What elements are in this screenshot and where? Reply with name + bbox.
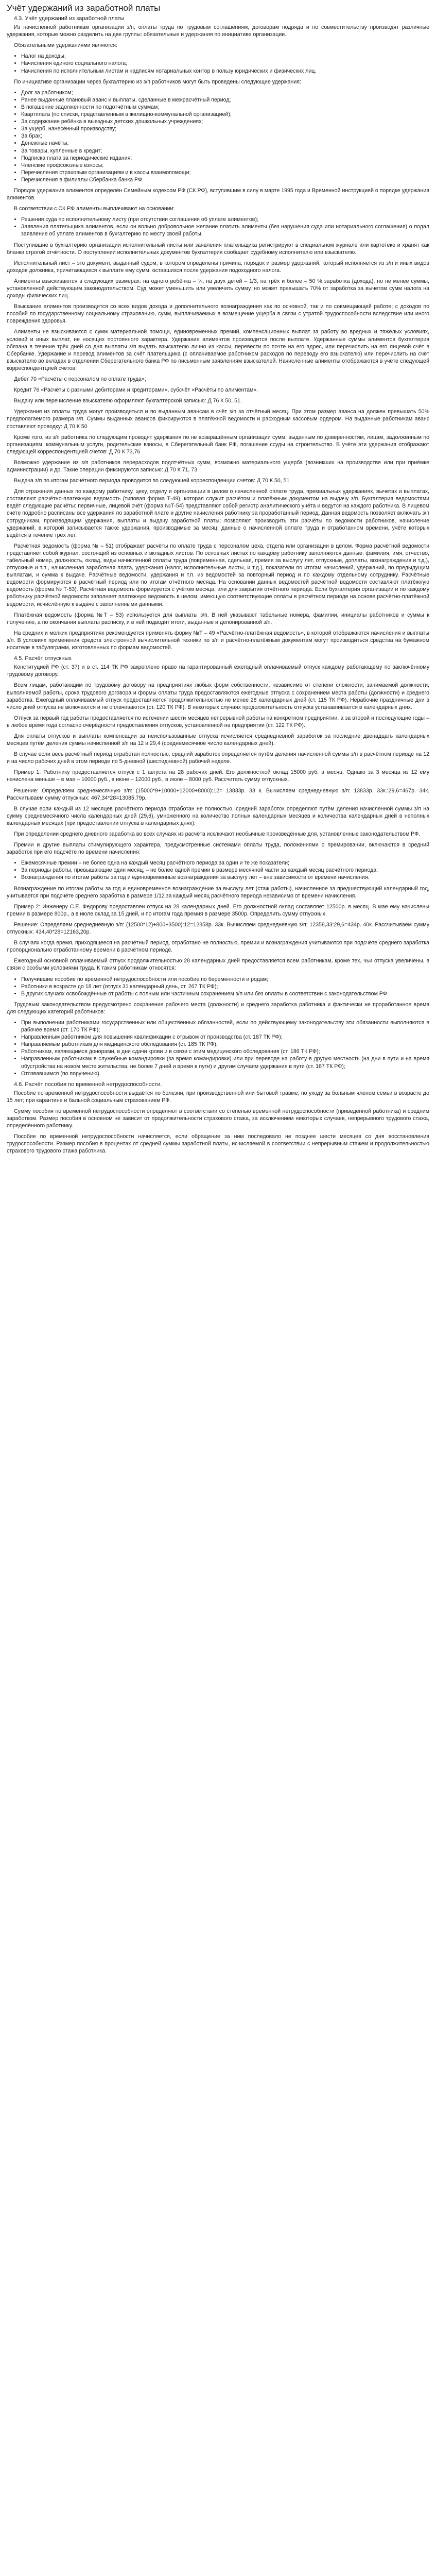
page-title: Учёт удержаний из заработной платы	[7, 3, 161, 13]
bullet-list	[7, 89, 429, 183]
list-item: • Отозвавшимся (по поручению).	[21, 1070, 429, 1077]
paragraph: Удержания из оплаты труда могут производиться и по выданным авансам в счёт з/п за отчётный месяц. При этом размер аванса на должен превышать 50% предполагаемого размера з/п. Суммы выданных авансов фиксируются в платёжной ведомости и расходным кассовым ордером. На выданные работникам аванс составляют проводку: Д 70 К 50	[7, 409, 429, 430]
paragraph: Расчётная ведомость (форма № – 51) отображает расчёты по оплате труда с персоналом цеха, отдела или организации в целом. Форма расчётной ведомости представляет собой журнал, состоящий из основных и вкладных листов. По основных листах по каждому работнику заполняются данные: фамилия, имя, отчество, табельный номер, должность, оклад, виды начисленной оплаты труда (повременная, сдельная, премия за выслугу лет, отпускные, доплаты, вознаграждения и т.д.), отпускные и т.п., начисленная заработная плата, удержания (налог, исполнительные листы, и т.д.), показатели по итогам начислений, удержаний, по предыдущим выплатам, и сумма к выдаче. Расчётные ведомости, удержания и т.п. из ведомостей за повторный период и по каждому отдельному сотруднику. Расчётные ведомости формируются в расчётный период или по итогам отчётного месяца. На основании данных ведомостей расчётной ведомости составляют платёжную ведомость (форма № Т-53). Расчётная ведомость формируется с учётом месяца, или для закрытия отчётного периода. Если бухгалтерия организации и по каждому работнику расчётной ведомости заполняет платёжную ведомость в целом, имеющую соответствующие оплаты в расчётном периоде на основе расчётно-платёжной ведомости, исчислённую к выдаче с заполненными данными.	[7, 543, 429, 607]
paragraph: Премии и другие выплаты стимулирующего характера, предусмотренные системами оплаты труда, положениями о премировании, включаются в средний заработок при его подсчёте по времени начисления:	[7, 842, 429, 856]
paragraph: Пособие по временной нетрудоспособности начисляется, если обращение за ним последовало не позднее шести месяцев со дня восстановления трудоспособности. Размер пособия в процентах от средней суммы заработной платы, исчисляемой в соответствии с непрерывным стажем и продолжительностью страхового трудового стажа работника.	[7, 1133, 429, 1155]
paragraph: Конституцией РФ (ст. 37) и в ст. 114 ТК РФ закреплено право на гарантированный ежегодный оплачиваемый отпуск каждому работающему по заключённому трудовому договору.	[7, 664, 429, 678]
paragraph: Отпуск за первый год работы предоставляется по истечении шести месяцев непрерывной работы на конкретном предприятии, а за второй и последующие годы – в любое время года согласно очерёдности предоставления отпусков, установленной на предприятии (ст. 122 ТК РФ).	[7, 715, 429, 728]
paragraph: Пример 1: Работнику предоставляется отпуск с 1 августа на 28 рабочих дней. Его должностной оклад 15000 руб. в месяц. Однако за 3 месяца из 12 ему начислена меньше – в мае – 10000 руб., в июне – 12000 руб., в июле – 8000 руб. Рассчитать сумму отпускных.	[7, 769, 429, 783]
paragraph: Выдача з/п по итогам расчётного периода проводится по следующей корреспонденции счетов: Д 70 К 50, 51	[14, 478, 290, 484]
paragraph: В случае если весь расчётный период отработан полностью, средний заработок определяется путём деления начисленной суммы з/п в расчётном периоде на 12 и на число рабочих дней в этом периоде по 5-дневной (шестидневной) рабочей неделе.	[7, 751, 429, 765]
bullet-list	[7, 976, 429, 997]
paragraph: Решение: Определяем среднемесячную з/п: (15000*9+10000+12000+8000):12= 13833р. 33 к. Вычисляем среднедневную з/п: 13833р. 33к.:29,6=467р. 34к. Рассчитываем сумму отпускных: 467,34*28=13085,79р.	[7, 787, 429, 801]
list-item: • Ранее выданные плановый аванс и выплаты, сделанные в межрасчётный период;	[21, 96, 429, 104]
list-item: • Долг за работником;	[21, 89, 429, 96]
list-item: • Начисления по исполнительным листам и надписям нотариальных контор в пользу юридических и физических лиц.	[21, 67, 429, 75]
paragraph: Из начисленной работникам организации з/п, оплаты труда по трудовым соглашениям, договорам подряда и по совместительству производят различные удержания, которые можно разделить на две группы: обязательные и удержания по инициативе организации.	[7, 24, 429, 38]
list-item: • Работникам, являющимся донорами, в дни сдачи крови и в связи с этим медицинского обследования (ст. 186 ТК РФ);	[21, 1048, 429, 1055]
list-item: • Работники в возрасте до 18 лет (отпуск 31 календарный день, ст. 267 ТК РФ);	[21, 983, 429, 990]
list-item: • В других случаях освобождённые от работы с полным или частичным сохранением з/п или без оплаты в соответствии с законодательством РФ.	[21, 990, 429, 997]
paragraph: Вознаграждение по итогам работы за год и единовременное вознаграждение за выслугу лет (стаж работы), начисленное за предшествующий календарный год, учитывается при подсчёте среднего заработка в размере 1/12 за каждый месяц расчётного периода независимо от времени начисления.	[7, 885, 429, 899]
list-item: • Налог на доходы;	[21, 53, 429, 60]
paragraph: Ежегодный основной оплачиваемый отпуск продолжительностью 28 календарных дней предоставляется всем работникам, кроме тех, чьи отпуска увеличены, в связи с особыми условиями труда. К таким работникам относятся:	[7, 958, 429, 972]
document-page	[0, 0, 436, 1164]
paragraph: Для отражения данных по каждому работнику, цеху, отделу и организации в целом о начисленной оплате труда, премиальных удержаниях, вычетах и выплатах, составляют расчётно-платёжную ведомость (типовая форма Т-49), которая служит расчётом и платёжным документом на выдачу з/п. Бухгалтерия ведомостями ведёт следующие расчёты: первичные, лицевой счёт (форма №Т-54) представляют собой регистр аналитического учёта и ведутся на каждого работника. В лицевом счёте подробно расписаны все удержания по заработной плате и другие начисления работнику за проработанный период. Данная ведомость позволяет включать з/п сотрудникам, производящим удержания, выплаты и выдачу заработной платы; позволяют производить эти расчёты по ведомости работников, начисление удержаний, в которой записывается также удержания, производимые за месяц; данные о начисленной оплате труда и отработанном времени, учёте которых ведётся в течение трёх лет.	[7, 488, 429, 538]
list-item: • Перечисления страховым организациям и в кассы взаимопомощи;	[21, 169, 429, 176]
list-item: • Решения суда по исполнительному листу (при отсутствии соглашения об уплате алиментов);	[21, 216, 429, 223]
paragraph: Исполнительный лист – это документ, выданный судом, в котором определены причина, порядок и размер удержаний, который исполняется из з/п и иных видов доходов должника, причитающихся к выплате ему сумм, оставшихся после удержания подоходного налога.	[7, 260, 429, 274]
list-item: • Направляемым работникам для медицинского обследования (ст. 185 ТК РФ);	[21, 1041, 429, 1048]
list-item: • За периоды работы, превышающие один месяц, – не более одной премии в размере месячной части за каждый месяц расчётного периода;	[21, 867, 429, 874]
list-item: • За содержание ребёнка в выездных детских дошкольных учреждениях;	[21, 118, 429, 125]
paragraph: Платёжная ведомость (форма №Т – 53) используется для выплаты з/п. В ней указывают табельные номера, фамилии, инициалы работников и суммы к получению, а по окончании выплаты расписку, и в ней подводят итоги, выданные и депонированной з/п.	[7, 612, 429, 625]
list-item: • Вознаграждения по итогам работы за год и единовременные вознаграждения за выслугу лет – вне зависимости от времени начисления.	[21, 874, 429, 881]
list-item: • При выполнении работниками государственных или общественных обязанностей, если по действующему законодательству эти обязанности выполняются в рабочее время (ст. 170 ТК РФ);	[21, 1019, 429, 1033]
list-item: • За ущерб, нанесённый производству;	[21, 125, 429, 132]
document-body	[7, 15, 429, 1155]
paragraph: Обязательными удержаниями являются:	[14, 42, 117, 49]
list-item: • Денежные начёты;	[21, 140, 429, 147]
list-item: • Заявления плательщика алиментов, если он вольно добровольное желание платить алименты (без нарушения суда или нотариального соглашения) о подал заявление об уплате алиментов в бухгалтерию по месту своей работы.	[21, 223, 429, 238]
paragraph: Порядок удержания алиментов определён Семейным кодексом РФ (СК РФ), вступившим в силу в марте 1995 года и Временной инструкцией о порядке удержания алиментов.	[7, 187, 429, 201]
bullet-list	[7, 216, 429, 238]
paragraph: Кроме того, из з/п работника по следующим проводят удержания по не возвращённым организации сумм, выданным по доверенностям, лицам, задолженным по организациям, коммунальным услуги, родительские взносы, в Сберегательный банк РФ, погашение ссуды на строительство. В учёте эти удержания отображают следующей корреспондентцией счетов: Д 70 К 73,76	[7, 434, 429, 455]
list-item: • Подписка плата за периодические издания;	[21, 155, 429, 162]
paragraph: На средних и мелких предприятиях рекомендуется применять форму №Т – 49 «Расчётно-платёжная ведомость», в которой отображаются начисления и выплаты з/п. В условиях применения средств электронной вычислительной техники по з/п и расчётно-платёжным документам могут производиться средства на бумажном носителе в табуляграмм, изготовленных по формам ведомостей.	[7, 630, 429, 651]
section-heading: 4.6. Расчёт пособия по временной нетрудоспособности.	[14, 1081, 162, 1088]
bullet-list	[7, 1019, 429, 1077]
bullet-list	[7, 53, 429, 74]
paragraph: Всем лицам, работающим по трудовому договору на предприятиях любых форм собственности, независимо от степени сложности, занимаемой должности, выполняемой работы, срока трудового договора и формы оплаты труда предоставляются ежегодные отпуска с сохранением места работы (должности) и среднего заработка. Ежегодный оплачиваемый отпуск предоставляется продолжительностью не менее 28 календарных дней (ст. 115 ТК РФ). Нерабочие праздничные дни в число дней отпуска не включаются и не оплачиваются (ст. 120 ТК РФ). В некоторых случаях продолжительность отпуска устанавливается в календарных днях.	[7, 682, 429, 710]
list-item: • Ежемесячные премии – не более одна на каждый месяц расчётного периода за один и те же показатели;	[21, 859, 429, 867]
paragraph: Трудовым законодательством предусмотрено сохранение рабочего места (должности) и среднего заработка работника и фактически не проработанное время для следующих категорий работников:	[7, 1001, 429, 1015]
paragraph: Возможно удержание из з/п работников перерасходов подотчётных сумм, возможно материального ущерба (возникших на производстве или при приёмке администрации) и др. Такие операции фиксируются записью: Д 70 К 71, 73	[7, 459, 429, 473]
list-item: • Получившие пособие по временной нетрудоспособности или пособие по беременности и родам;	[21, 976, 429, 983]
list-item: • Направленным работникам в служебные командировки (за время командировки) или при переводе на работу в другую местность (на дни в пути и на время обустройства на новом месте жительства, не более 7 дней и время в пути) и другим случаям удержания в пути (ст. 167 ТК РФ);	[21, 1055, 429, 1070]
list-item: • Квартплата (по списки, представленным в жилищно-коммунальной организацией);	[21, 111, 429, 118]
paragraph: Пример 2: Инженеру С.Е. Федорову предоставлен отпуск на 28 календарных дней. Его должностной оклад составляет 12500р. в месяц. В мае ему начислены премии в размере 800р., а в июле оклад за 15 дней, и по итогам года премия в размере 3500р. Определить сумму отпускных.	[7, 903, 429, 917]
paragraph: Взыскание алиментов производится со всех видов дохода и дополнительного вознаграждения как по основной, так и по совмещающей работе; с доходов по пособий по государственному социальному страхованию, сумм, выплачиваемых в возмещение ущерба в связи с утратой трудоспособности вследствие или иного повреждения здоровья.	[7, 303, 429, 325]
list-item: • Перечисления в филиалы Сбербанка банка РФ.	[21, 176, 429, 183]
paragraph: По инициативе организации через бухгалтерию из з/п работников могут быть проведены следующие удержания:	[14, 78, 301, 85]
paragraph: Дебет 70 «Расчёты с персоналом по оплате труда»;	[14, 376, 146, 383]
paragraph: Алименты не взыскиваются с сумм материальной помощи, единовременных премий, компенсационных выплат за работу во вредных и тяжёлых условиях, условий и иных выплат, не носящих постоянного характера. Удержание алиментов производится после выплате. Удержанные суммы алиментов бухгалтерия обязана в течение трёх дней со дня выплаты з/п выдать взыскателю лично из кассы, перевести по почте на его адрес, или перечислить на его лицевой счёт в Сбербанке. Удержание и перевод алиментов за счёт плательщика (с оплачиваемое работником расходов по переводу его взыскателю) или перечислить на счёт взыскателю во вкладах в отделении Сберегательного банка РФ по письменным заявлениям взыскателей. Начисленные алименты отображаются в учёте следующей корреспондентцией счетов:	[7, 329, 429, 371]
list-item: • Начисления единого социального налога;	[21, 60, 429, 67]
paragraph: В соответствии с СК РФ алименты выплачивают на основании:	[14, 206, 175, 212]
paragraph: Кредит 76 «Расчёты с разными дебиторами и кредиторами», субсчёт «Расчёты по алиментам».	[14, 387, 258, 394]
list-item: • Направленным работником для повышения квалификации с отрывом от производства (ст. 187 ТК РФ);	[21, 1033, 429, 1041]
section-heading: 4.3. Учёт удержаний из заработной платы	[14, 15, 125, 22]
paragraph: Алименты взыскиваются в следующих размерах: на одного ребёнка – ¼, на двух детей – 1/3, на трёх и более – 50 % заработка (дохода), но не менее суммы, установленной действующим законодательством. Суд может уменьшить или увеличить сумму, но может превышать 70% от заработка за вычетом сумм налога на доходы физических лиц.	[7, 278, 429, 299]
bullet-list	[7, 859, 429, 881]
list-item: • За брак;	[21, 132, 429, 140]
list-item: • За товары, купленные в кредит;	[21, 147, 429, 155]
paragraph: При определении среднего дневного заработка во всех случаях из расчёта исключают необычные произведённые для, установленные законодательством РФ.	[14, 831, 421, 837]
paragraph: Выдачу или перечисление взыскателю оформляют бухгалтерской записью: Д 76 К 50, 51.	[14, 398, 242, 404]
paragraph: В случаях когда время, приходящееся на расчётный период, отработано не полностью, премии и вознаграждения учитываются при подсчёте среднего заработка пропорционально отработанному времени в расчётном периоде.	[7, 940, 429, 954]
section-heading: 4.5. Расчёт отпускных	[14, 655, 72, 662]
list-item: • Членские профсоюзные взносы;	[21, 162, 429, 169]
list-item: • В погашение задолженности по подотчётным суммам;	[21, 104, 429, 111]
paragraph: Поступившие в бухгалтерию организации исполнительный листы или заявления плательщика регистрируют в специальном журнале или картотеке и хранят как бланки строгой отчётности. О поступлении исполнительных документов бухгалтерия сообщает судебному исполнителю или взыскателю.	[7, 242, 429, 256]
paragraph: Для оплаты отпусков и выплаты компенсации за неиспользованные отпуска исчисляется среднедневной заработок за последние двенадцать календарных месяцев путём деления суммы начисленной з/п на 12 и 29,4 (среднемесячное число календарных дней).	[7, 733, 429, 747]
paragraph: Пособие по временной нетрудоспособности выдаётся по болезни, при производственной или бытовой травме, по уходу за больным членом семьи в возрасте до 15 лет; при карантине и бальной социальным страхованием РФ.	[7, 1090, 429, 1104]
paragraph: Решение: Определяем среднедневную з/п: (12500*12)+800+3500):12=12858р. 33к. Вычисляем среднедневную з/п: 12358,33:29,6=434р. 40к. Рассчитываем сумму отпускных: 434,40*28=12163,20р.	[7, 921, 429, 936]
paragraph: Сумму пособия по временной нетрудоспособности определяют в соответствии со степенью временной нетрудоспособности (приведённой работника) и средним заработком. Размер пособия в основном не зависит от продолжительности страхового стажа, за исключением некоторых случаев, непрерывного трудового стажа, определённого работнику.	[7, 1108, 429, 1129]
paragraph: В случае если каждый из 12 месяцев расчётного периода отработан не полностью, средний заработок определяют путём деления начисленной суммы з/п на сумму среднемесячного числа календарных дней (29,6), умноженного на количество полных календарных месяцев и количества календарных дней в неполных календарных месяцах (при предоставлении отпуска в календарных днях):	[7, 805, 429, 826]
